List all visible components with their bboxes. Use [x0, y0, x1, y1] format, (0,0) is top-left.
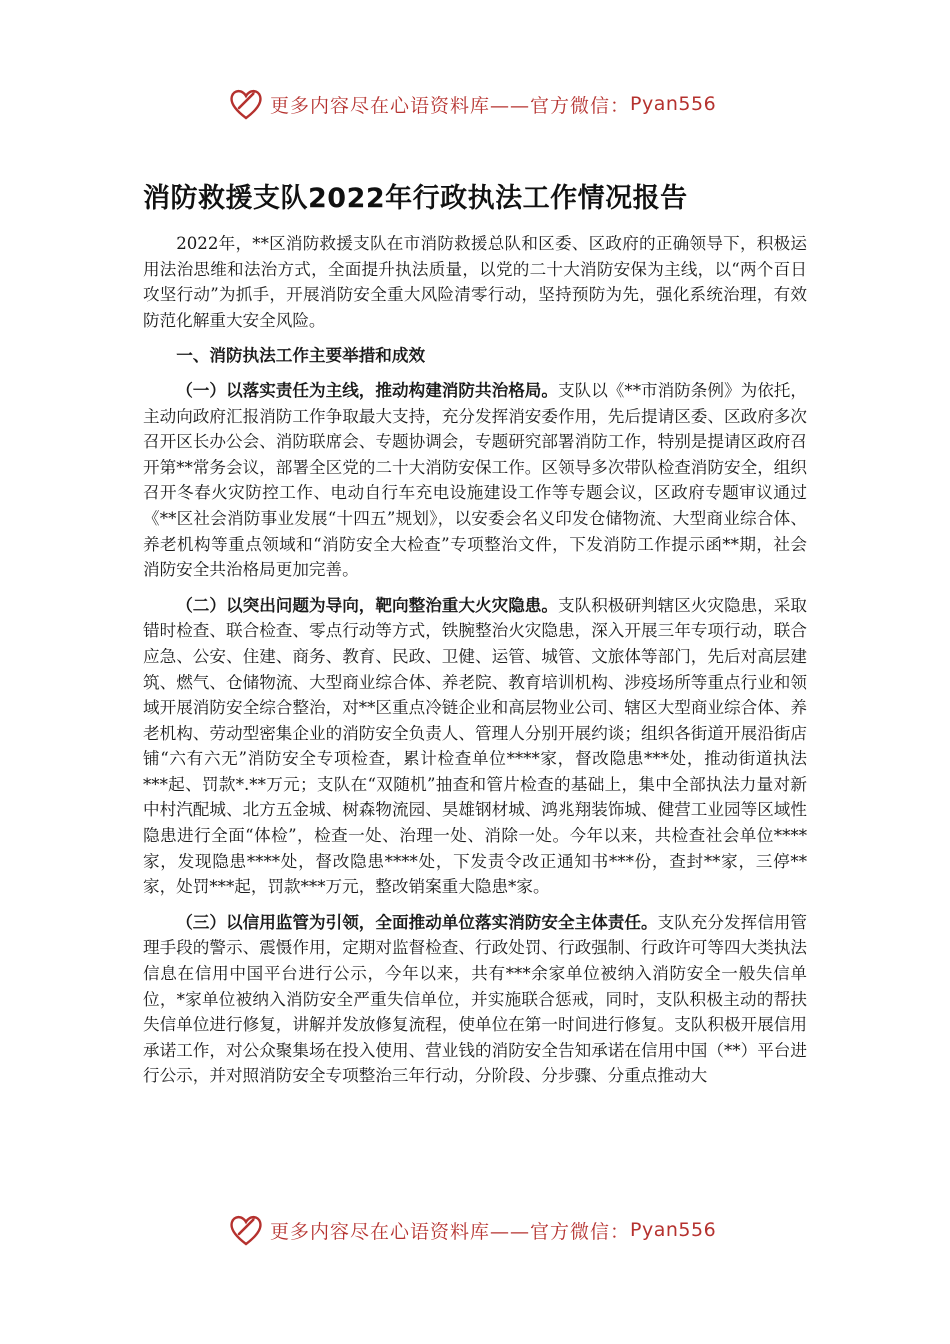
item-heading-2: （二）以突出问题为导向，靶向整治重大火灾隐患。 [176, 595, 558, 615]
document-body [143, 231, 807, 1099]
watermark-wechat: Pyan556 [630, 93, 717, 115]
watermark-banner-top [226, 82, 746, 126]
item-paragraph-3 [143, 910, 807, 1089]
heart-logo-icon [226, 1210, 266, 1250]
item-body-2: 支队积极研判辖区火灾隐患，采取错时检查、联合检查、零点行动等方式，铁腕整治火灾隐患，深入开展三年专项行动，联合应急、公安、住建、商务、教育、民政、卫健、运管、城管、文旅体等部门，先后对高层建筑、燃气、仓储物流、大型商业综合体、养老院、教育培训机构、涉疫场所等重点行业和领域开展消防安全综合整治，对**区重点冷链企业和高层物业公司、辖区大型商业综合体、养老机构、劳动型密集企业的消防安全负责人、管理人分别开展约谈；组织各街道开展沿街店铺“六有六无”消防安全专项检查，累计检查单位****家，督改隐患***处，推动街道执法***起、罚款*.**万元；支队在“双随机”抽查和管片检查的基础上，集中全部执法力量对新中村汽配城、北方五金城、树森物流园、昊雄钢材城、鸿兆翔装饰城、健营工业园等区域性隐患进行全面“体检”，检查一处、治理一处、消除一处。今年以来，共检查社会单位****家，发现隐患****处，督改隐患****处，下发责令改正通知书***份，查封**家，三停**家，处罚***起，罚款***万元，整改销案重大隐患*家。 [143, 595, 808, 897]
watermark-text: 更多内容尽在心语资料库——官方微信： [270, 94, 631, 117]
intro-paragraph: 2022年，**区消防救援支队在市消防救援总队和区委、区政府的正确领导下，积极运用法治思维和法治方式，全面提升执法质量，以党的二十大消防安保为主线，以“两个百日攻坚行动”为抓手，开展消防安全重大风险清零行动，坚持预防为先，强化系统治理，有效防范化解重大安全风险。 [143, 234, 807, 330]
item-body-3: 支队充分发挥信用管理手段的警示、震慑作用，定期对监督检查、行政处罚、行政强制、行政许可等四大类执法信息在信用中国平台进行公示，今年以来，共有***余家单位被纳入消防安全一般失信单位，*家单位被纳入消防安全严重失信单位，并实施联合惩戒，同时，支队积极主动的帮扶失信单位进行修复，讲解并发放修复流程，使单位在第一时间进行修复。支队积极开展信用承诺工作，对公众聚集场在投入使用、营业钱的消防安全告知承诺在信用中国（**）平台进行公示，并对照消防安全专项整治三年行动，分阶段、分步骤、分重点推动大 [143, 912, 808, 1086]
document-title: 消防救援支队2022年行政执法工作情况报告 [143, 183, 688, 214]
section-heading: 一、消防执法工作主要举措和成效 [176, 346, 426, 366]
watermark-banner-bottom [226, 1208, 746, 1252]
item-body-1: 支队以《**市消防条例》为依托，主动向政府汇报消防工作争取最大支持，充分发挥消安委作用，先后提请区委、区政府多次召开区长办公会、消防联席会、专题协调会，专题研究部署消防工作，特别是提请区政府召开第**常务会议，部署全区党的二十大消防安保工作。区领导多次带队检查消防安全，组织召开冬春火灾防控工作、电动自行车充电设施建设工作等专题会议，区政府专题审议通过《**区社会消防事业发展“十四五”规划》，以安委会名义印发仓储物流、大型商业综合体、养老机构等重点领域和“消防安全大检查”专项整治文件，下发消防工作提示函**期，社会消防安全共治格局更加完善。 [143, 380, 808, 580]
item-paragraph-2 [143, 593, 807, 900]
item-paragraph-1 [143, 378, 807, 583]
heart-logo-icon [226, 84, 266, 124]
watermark-text: 更多内容尽在心语资料库——官方微信： [270, 1220, 631, 1243]
watermark-wechat: Pyan556 [630, 1219, 717, 1241]
item-heading-3: （三）以信用监管为引领，全面推动单位落实消防安全主体责任。 [176, 912, 658, 932]
item-heading-1: （一）以落实责任为主线，推动构建消防共治格局。 [176, 380, 558, 400]
